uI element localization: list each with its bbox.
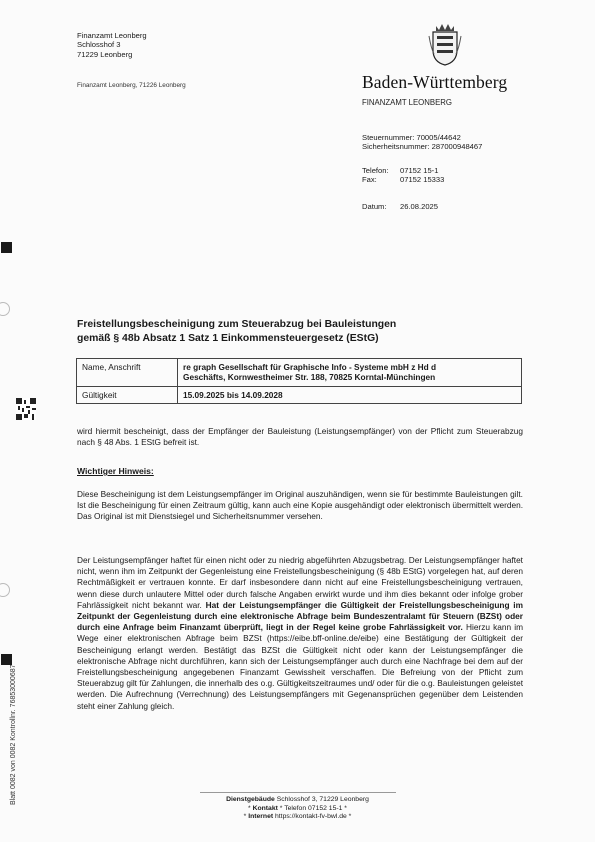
footer-office-address: Schlosshof 3, 71229 Leonberg bbox=[276, 796, 369, 803]
return-address-line: Finanzamt Leonberg, 71226 Leonberg bbox=[77, 82, 186, 89]
intro-paragraph: wird hiermit bescheinigt, dass der Empfänger der Bauleistung (Leistungsempfänger) von der Pflicht zum Steuerabzug nach § 48 Abs. 1 EStG befreit ist. bbox=[77, 426, 523, 448]
sender-address bbox=[77, 31, 147, 59]
telefon-label: Telefon: bbox=[362, 166, 389, 175]
sender-line-3: 71229 Leonberg bbox=[77, 49, 133, 59]
qr-code-icon bbox=[16, 398, 36, 420]
punch-hole bbox=[0, 583, 10, 597]
side-control-text: Blatt 0082 von 0082 Kontrollnr. 76853000687 bbox=[10, 664, 17, 805]
sicherheitsnummer-value: 287000948467 bbox=[431, 142, 483, 152]
steuernummer-row bbox=[362, 133, 482, 142]
footer: Dienstgebäude Schlosshof 3, 71229 Leonberg * Kontakt * Telefon 07152 15-1 * * Internet https://kontakt-fv-bwl.de * bbox=[226, 796, 369, 821]
footer-office-label: Dienstgebäude bbox=[226, 796, 275, 803]
date-block bbox=[362, 202, 438, 211]
date-label: Datum: bbox=[362, 202, 387, 211]
recipient-line-1: re graph Gesellschaft für Graphische Info - Systeme mbH z Hd d bbox=[183, 362, 437, 372]
footer-internet-label: Internet bbox=[248, 813, 274, 821]
liability-bold-text: Hat der Leistungsempfänger die Gültigkeit der Freistellungsbescheinigung im Zeitpunkt der Gegenleistung durch eine elektronische Abfrage beim Bundeszentralamt für Steuern (BZSt) oder durch eine Anfrage beim Finanzamt überprüft, liegt in der Regel keine grobe Fahrlässigkeit vor. bbox=[77, 599, 523, 633]
fax-row bbox=[362, 175, 444, 184]
tax-identifiers bbox=[362, 133, 482, 152]
fax-label: Fax: bbox=[362, 175, 377, 185]
fax-value: 07152 15333 bbox=[400, 175, 445, 185]
table-row bbox=[77, 359, 522, 387]
footer-divider bbox=[200, 792, 396, 793]
title-line-2: gemäß § 48b Absatz 1 Satz 1 Einkommensteuergesetz (EStG) bbox=[77, 333, 379, 344]
certificate-table bbox=[76, 358, 522, 404]
steuernummer-value: 70005/44642 bbox=[416, 133, 461, 142]
footer-contact-phone: Telefon 07152 15-1 bbox=[284, 804, 343, 812]
table-value bbox=[178, 386, 522, 403]
sicherheitsnummer-row bbox=[362, 142, 482, 151]
date-value: 26.08.2025 bbox=[400, 202, 439, 211]
telefon-row bbox=[362, 166, 444, 175]
sicherheitsnummer-label: Sicherheitsnummer: bbox=[362, 142, 430, 152]
table-row bbox=[77, 386, 522, 403]
recipient-line-2: Geschäfts, Kornwestheimer Str. 188, 70825 Korntal-Münchingen bbox=[183, 372, 436, 383]
sender-line-1: Finanzamt Leonberg bbox=[77, 31, 147, 40]
sender-line-2: Schlosshof 3 bbox=[77, 40, 121, 50]
punch-hole bbox=[0, 302, 10, 316]
title-line-1: Freistellungsbescheinigung zum Steuerabzug bei Bauleistungen bbox=[77, 319, 397, 330]
tax-office-name: FINANZAMT LEONBERG bbox=[362, 98, 452, 107]
footer-internet-link[interactable]: https://kontakt-fv-bwl.de bbox=[275, 813, 347, 821]
table-key: Name, Anschrift bbox=[77, 359, 178, 387]
validity-period: 15.09.2025 bis 14.09.2028 bbox=[183, 389, 283, 400]
contact-block bbox=[362, 166, 444, 185]
footer-contact-label: Kontakt bbox=[252, 804, 278, 812]
brand-name: Baden-Württemberg bbox=[362, 72, 508, 92]
paragraph-original-notice: Diese Bescheinigung ist dem Leistungsempfänger im Original auszuhändigen, wenn sie für bestimmte Bauleistungen gilt. Ist die Bescheinigung für einen Zeitraum gültig, kann auch eine Kopie ausgehändigt oder elektronisch übermittelt werden. Das Original ist mit Dienstsiegel und Sicherheitsnummer versehen. bbox=[77, 489, 523, 522]
liability-text-continued: Hierzu kann im Wege einer elektronischen Abfrage beim BZSt (https://eibe.bff-online.de/eibe) eine Bestätigung der Gültigkeit der Bescheinigung erlangt werden. Bestätigt das BZSt die Gültigkeit nicht oder kann der Leistungsempfänger die elektronische Abfrage nicht durchführen, kann sich der Leistungsempfänger auch durch eine Nachfrage bei dem auf der Freistellungsbescheinigung angegebenen Finanzamt Gewissheit verschaffen. Die Befreiung von der Pflicht zum Steuerabzug gilt für Zahlungen, die innerhalb des o.g. Gültigkeitszeitraumes und/ oder für die o.g. Bauleistungen geleistet werden. Die Aufrechnung (Verrechnung) des Leistungsempfängers mit Gegenansprüchen gegenüber dem Leistenden steht einer Zahlung gleich. bbox=[77, 622, 524, 711]
liability-text: Der Leistungsempfänger haftet für einen nicht oder zu niedrig abgeführten Abzugsbetrag. Der Leistungsempfänger haftet nicht, wenn ihm im Zeitpunkt der Gegenleistung eine Freistellungsbescheinigung (§ 48b EStG) vorgelegen hat, auf deren Rechtmäßigkeit er vertrauen konnte. Er darf insbesondere dann nicht auf eine Freistellungsbescheinigung vertrauen, wenn diese durch unlautere Mittel oder durch falsche Angaben erwirkt wurde und ihm dies bekannt oder infolge grober Fahrlässigkeit nicht bekannt war. bbox=[77, 555, 523, 610]
state-coat-of-arms-icon bbox=[428, 20, 462, 66]
steuernummer-label: Steuernummer: bbox=[362, 133, 415, 142]
hint-heading: Wichtiger Hinweis: bbox=[77, 466, 154, 476]
table-key: Gültigkeit bbox=[77, 386, 178, 403]
document-title bbox=[77, 318, 537, 346]
paragraph-liability bbox=[77, 555, 523, 712]
scan-mark bbox=[1, 242, 12, 253]
telefon-value: 07152 15-1 bbox=[400, 166, 439, 175]
table-value bbox=[178, 359, 522, 387]
